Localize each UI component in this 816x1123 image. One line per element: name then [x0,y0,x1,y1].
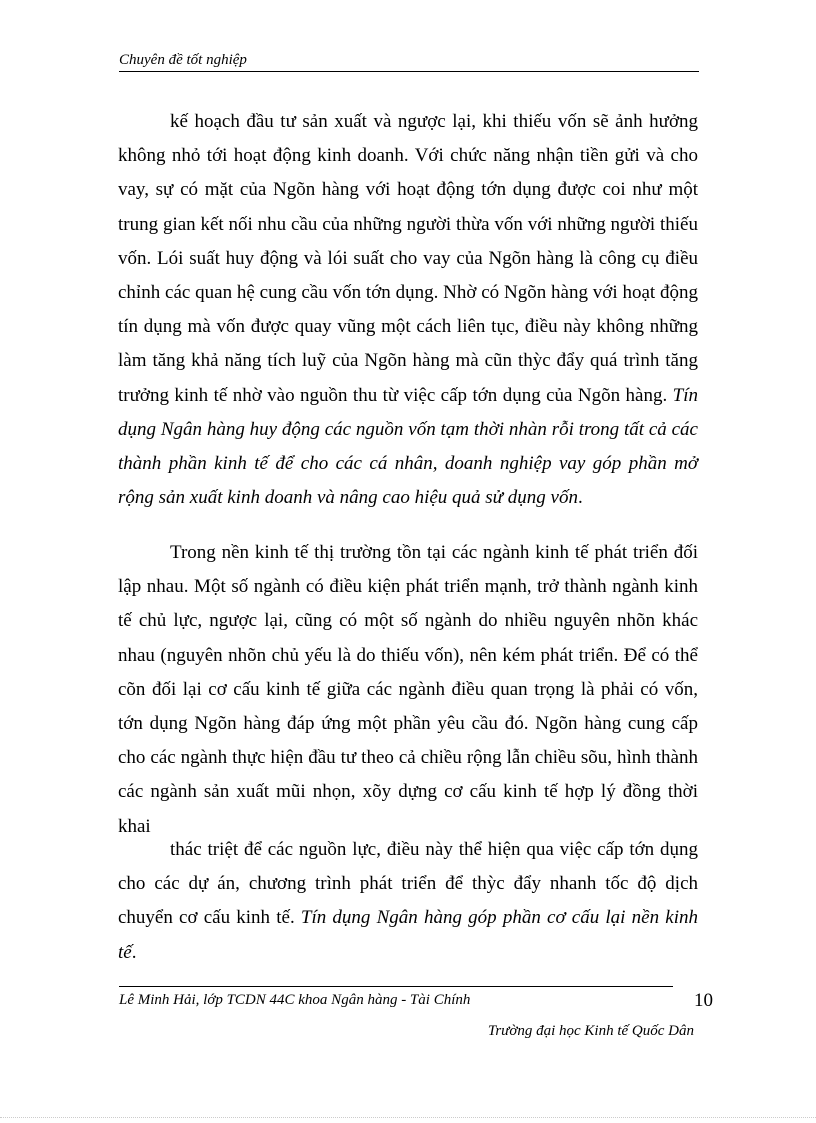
paragraph-3 [118,833,698,970]
paragraph-1-text: kế hoạch đầu tư sản xuất và ngược lại, khi thiếu vốn sẽ ảnh hưởng không nhỏ tới hoạt động kinh doanh. Với chức năng nhận tiền gửi và cho vay, sự có mặt của Ngõn hàng với hoạt động tớn dụng được coi như một trung gian kết nối nhu cầu của những người thừa vốn với những người thiếu vốn. Lói suất huy động và lói suất cho vay của Ngõn hàng là công cụ điều chỉnh các quan hệ cung cầu vốn tớn dụng. Nhờ có Ngõn hàng với hoạt động tín dụng mà vốn được quay vũng một cách liên tục, điều này không những làm tăng khả năng tích luỹ của Ngõn hàng mà cũn thỳc đẩy quá trình tăng trưởng kinh tế nhờ vào nguồn thu từ việc cấp tớn dụng của Ngõn hàng. [118,111,698,406]
paragraph-3-end: . [131,941,137,963]
page-number: 10 [694,990,713,1011]
page-bottom-border [0,1117,816,1118]
footer-school: Trường đại học Kinh tế Quốc Dân [487,1023,694,1039]
paragraph-1-end: . [577,487,583,509]
paragraph-1 [118,105,698,515]
paragraph-3-text: thác triệt để các nguồn lực, điều này thể hiện qua việc cấp tớn dụng cho các dự án, chương trình phát triển để thỳc đẩy nhanh tốc độ dịch chuyển cơ cấu kinh tế. [118,839,698,929]
footer-author: Lê Minh Hải, lớp TCDN 44C khoa Ngân hàng - Tài Chính [119,992,471,1008]
footer-divider [119,986,673,987]
paragraph-3-italic: Tín dụng Ngân hàng góp phần cơ cấu lại nền kinh tế [118,907,698,963]
paragraph-2-text: Trong nền kinh tế thị trường tồn tại các ngành kinh tế phát triển đối lập nhau. Một số ngành có điều kiện phát triển mạnh, trở thành ngành kinh tế chủ lực, ngược lại, cũng có một số ngành do nhiều nguyên nhõn khác nhau (nguyên nhõn chủ yếu là do thiếu vốn), nên kém phát triển. Để có thể cõn đối lại cơ cấu kinh tế giữa các ngành điều quan trọng là phải có vốn, tớn dụng Ngõn hàng đáp ứng một phần yêu cầu đó. Ngõn hàng cung cấp cho các ngành thực hiện đầu tư theo cả chiều rộng lẫn chiều sõu, hình thành các ngành sản xuất mũi nhọn, xõy dựng cơ cấu kinh tế hợp lý đồng thời khai [118,542,698,837]
header-title: Chuyên đề tốt nghiệp [119,52,247,68]
page-header [119,52,699,72]
paragraph-2 [118,536,698,844]
paragraph-1-italic: Tín dụng Ngân hàng huy động các nguồn vốn tạm thời nhàn rỗi trong tất cả các thành phần kinh tế để cho các cá nhân, doanh nghiệp vay góp phần mở rộng sản xuất kinh doanh và nâng cao hiệu quả sử dụng vốn [118,384,699,509]
